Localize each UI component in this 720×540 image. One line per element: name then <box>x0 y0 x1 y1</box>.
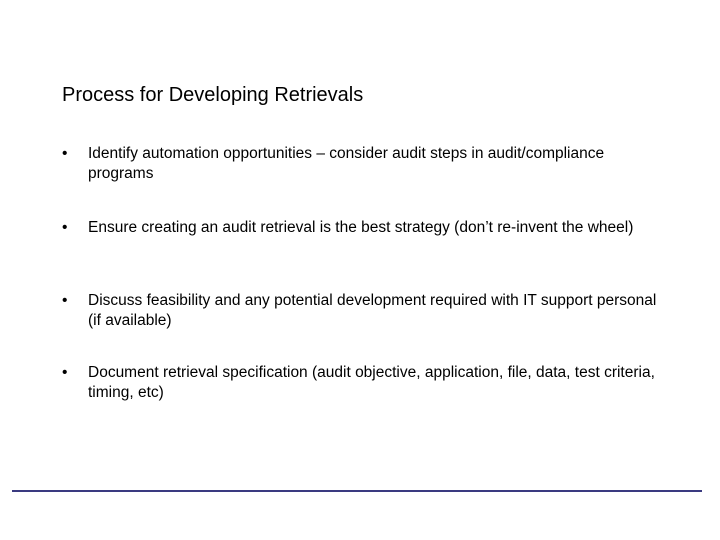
bullet-item <box>62 218 662 238</box>
slide-title: Process for Developing Retrievals <box>62 84 364 106</box>
bullet-text: Document retrieval specification (audit objective, application, file, data, test criteria, timing, etc) <box>88 364 655 401</box>
bullet-item <box>62 144 662 184</box>
bullet-icon: • <box>62 292 68 309</box>
bullet-text: Ensure creating an audit retrieval is the best strategy (don’t re-invent the wheel) <box>88 219 634 236</box>
bullet-icon: • <box>62 145 68 162</box>
bullet-icon: • <box>62 219 68 236</box>
bullet-icon: • <box>62 364 68 381</box>
bullet-text: Identify automation opportunities – consider audit steps in audit/compliance programs <box>88 145 605 182</box>
bottom-divider <box>12 490 702 492</box>
bullet-item <box>62 363 662 403</box>
bullet-text: Discuss feasibility and any potential development required with IT support personal (if available) <box>88 292 657 329</box>
bullet-item <box>62 291 662 331</box>
